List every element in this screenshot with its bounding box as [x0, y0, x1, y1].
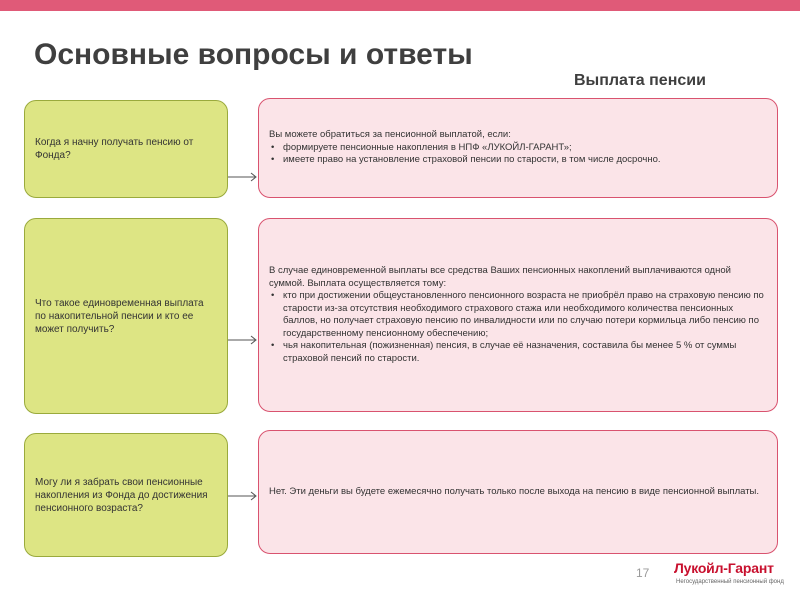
answer-intro-3: Нет. Эти деньги вы будете ежемесячно получать только после выхода на пенсию в виде пенсионной выплаты.	[269, 485, 760, 497]
question-text-3: Могу ли я забрать свои пенсионные накопления из Фонда до достижения пенсионного возраста?	[35, 476, 208, 514]
arrow-icon-3	[228, 490, 258, 502]
question-box-2	[24, 218, 228, 414]
bullet-icon: •	[271, 290, 275, 301]
answer-bullets-1	[269, 142, 661, 167]
answer-bullets-2	[269, 290, 767, 365]
question-box-1	[24, 100, 228, 198]
bullet-icon: •	[271, 154, 275, 166]
question-text-2: Что такое единовременная выплата по накопительной пенсии и кто ее может получить?	[35, 297, 204, 335]
section-subtitle: Выплата пенсии	[574, 72, 706, 89]
answer-intro-1: Вы можете обратиться за пенсионной выплатой, если:	[269, 129, 511, 141]
bullet-icon: •	[271, 141, 275, 153]
arrow-icon-1	[228, 171, 258, 183]
company-logo	[666, 558, 792, 594]
answer-box-1	[258, 98, 778, 198]
logo-tagline: Негосударственный пенсионный фонд	[676, 579, 784, 585]
question-text-1: Когда я начну получать пенсию от Фонда?	[35, 137, 194, 161]
bullet-icon: •	[271, 340, 275, 351]
page-title: Основные вопросы и ответы	[34, 38, 473, 71]
logo-name: Лукойл-Гарант	[674, 560, 774, 576]
question-box-3	[24, 433, 228, 557]
bullet-item: • формируете пенсионные накопления в НПФ «ЛУКОЙЛ-ГАРАНТ»;	[271, 141, 572, 153]
answer-intro-2: В случае единовременной выплаты все средства Ваших пенсионных накоплений выплачиваются одной суммой. Выплата осуществляется тому:	[269, 265, 731, 289]
answer-box-3	[258, 430, 778, 554]
arrow-icon-2	[228, 334, 258, 346]
answer-box-2	[258, 218, 778, 412]
top-accent-bar	[0, 0, 800, 11]
bullet-item: • кто при достижении общеустановленного пенсионного возраста не приобрёл право на страховую пенсию по старости из-за отсутствия необходимого страхового стажа или необходимого количества пенсионных баллов, но получает страховую пенсию по инвалидности или по случаю потери кормильца либо пенсию по государственному пенсионному обеспечению;	[271, 290, 764, 339]
bullet-item: • чья накопительная (пожизненная) пенсия, в случае её назначения, составила бы менее 5 % от суммы страховой пенсий по старости.	[271, 340, 737, 364]
bullet-item: • имеете право на установление страховой пенсии по старости, в том числе досрочно.	[271, 154, 661, 166]
page-number: 17	[636, 566, 650, 580]
